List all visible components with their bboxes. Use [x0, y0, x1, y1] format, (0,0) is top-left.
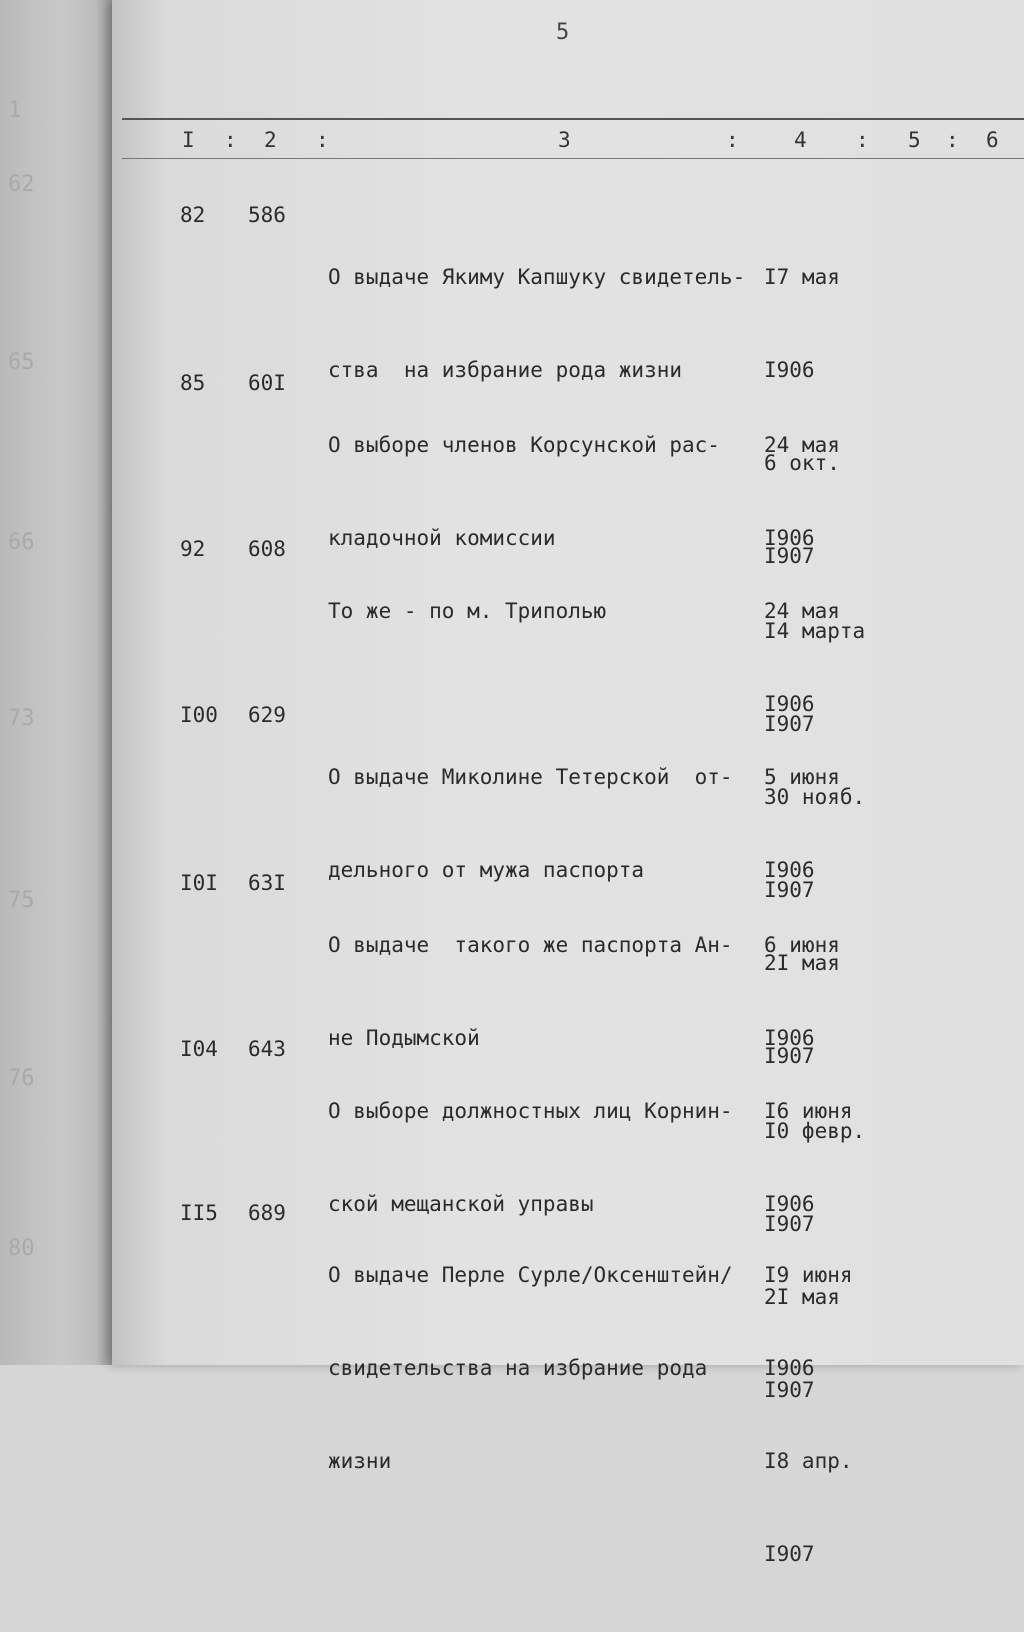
end-year: I907	[764, 712, 815, 736]
column-headers	[112, 128, 1024, 158]
prev-page-margin-number: 65	[8, 350, 35, 375]
case-title-line: О выборе должностных лиц Корнин-	[328, 1099, 733, 1123]
case-title	[328, 1198, 738, 1539]
header-rule	[122, 118, 1024, 120]
start-date: I9 июня	[764, 1263, 853, 1287]
page-number: 5	[556, 20, 570, 45]
case-number: 586	[248, 203, 286, 227]
end-date: 2I мая	[764, 951, 840, 975]
case-title-line: кладочной комиссии	[328, 526, 556, 550]
case-number: 643	[248, 1037, 286, 1061]
case-title-line: не Подымской	[328, 1026, 480, 1050]
end-year: I907	[764, 544, 815, 568]
document-page	[112, 0, 1024, 1566]
start-year: I906	[764, 858, 815, 882]
column-header-2: 2	[264, 128, 277, 152]
end-date: 2I мая	[764, 1285, 840, 1309]
end-year: I907	[764, 1044, 815, 1068]
end-year: I907	[764, 1378, 815, 1402]
case-title-line: О выдаче Перле Сурле/Оксенштейн/	[328, 1263, 733, 1287]
column-separator: :	[946, 128, 959, 152]
column-header-3: 3	[558, 128, 571, 152]
end-date: I8 апр.	[764, 1449, 853, 1473]
case-title-line: свидетельства на избрание рода	[328, 1356, 708, 1380]
start-date: 24 мая	[764, 433, 840, 457]
case-title-line: О выборе членов Корсунской рас-	[328, 433, 720, 457]
end-date: 30 нояб.	[764, 785, 866, 809]
entry-number: 85	[180, 371, 206, 395]
case-number: 63I	[248, 871, 286, 895]
case-title-line: О выдаче такого же паспорта Ан-	[328, 933, 733, 957]
start-date: I6 июня	[764, 1099, 853, 1123]
column-separator: :	[726, 128, 739, 152]
case-title-line: ства на избрание рода жизни	[328, 358, 683, 382]
prev-page-margin-number: 66	[8, 530, 35, 555]
end-date: I4 марта	[764, 619, 866, 643]
end-year: I907	[764, 878, 815, 902]
end-year: I907	[764, 1542, 815, 1566]
case-title-line: дельного от мужа паспорта	[328, 858, 645, 882]
start-year: I906	[764, 1192, 815, 1216]
case-number: 629	[248, 703, 286, 727]
column-header-6: 6	[986, 128, 999, 152]
entry-number: I00	[180, 703, 218, 727]
end-date: 6 окт.	[764, 451, 840, 475]
case-dates	[764, 1198, 853, 1632]
start-date: 5 июня	[764, 765, 840, 789]
start-date: 24 мая	[764, 599, 840, 623]
case-title-line: О выдаче Миколине Тетерской от-	[328, 765, 733, 789]
case-title-line: жизни	[328, 1449, 392, 1473]
column-separator: :	[856, 128, 869, 152]
case-number: 608	[248, 537, 286, 561]
entry-number: 92	[180, 537, 206, 561]
prev-page-margin-number: 80	[8, 1236, 35, 1261]
end-date: I0 февр.	[764, 1119, 866, 1143]
column-header-5: 5	[908, 128, 921, 152]
register-entry	[112, 1198, 1024, 1566]
entry-number: 82	[180, 203, 206, 227]
entry-number: I0I	[180, 871, 218, 895]
case-title	[328, 534, 738, 689]
prev-page-margin-number: 1	[8, 98, 22, 123]
case-title-line: О выдаче Якиму Капшуку свидетель-	[328, 265, 746, 289]
start-year: I906	[764, 692, 815, 716]
end-year: I907	[764, 1212, 815, 1236]
start-year: I906	[764, 1026, 815, 1050]
start-date: 6 июня	[764, 933, 840, 957]
start-year: I906	[764, 358, 815, 382]
case-number: 689	[248, 1201, 286, 1225]
column-separator: :	[316, 128, 329, 152]
prev-page-margin-number: 76	[8, 1066, 35, 1091]
column-header-4: 4	[794, 128, 807, 152]
column-separator: :	[224, 128, 237, 152]
start-date: I7 мая	[764, 265, 840, 289]
header-rule-bottom	[122, 158, 1024, 159]
entry-number: I04	[180, 1037, 218, 1061]
start-year: I906	[764, 526, 815, 550]
start-year: I906	[764, 1356, 815, 1380]
entry-number: II5	[180, 1201, 218, 1225]
prev-page-margin-number: 62	[8, 172, 35, 197]
previous-page-edge	[0, 0, 112, 1365]
case-number: 60I	[248, 371, 286, 395]
case-title-line: ской мещанской управы	[328, 1192, 594, 1216]
case-title-line: То же - по м. Триполью	[328, 599, 607, 623]
column-header-1: I	[182, 128, 195, 152]
prev-page-margin-number: 73	[8, 706, 35, 731]
prev-page-margin-number: 75	[8, 888, 35, 913]
